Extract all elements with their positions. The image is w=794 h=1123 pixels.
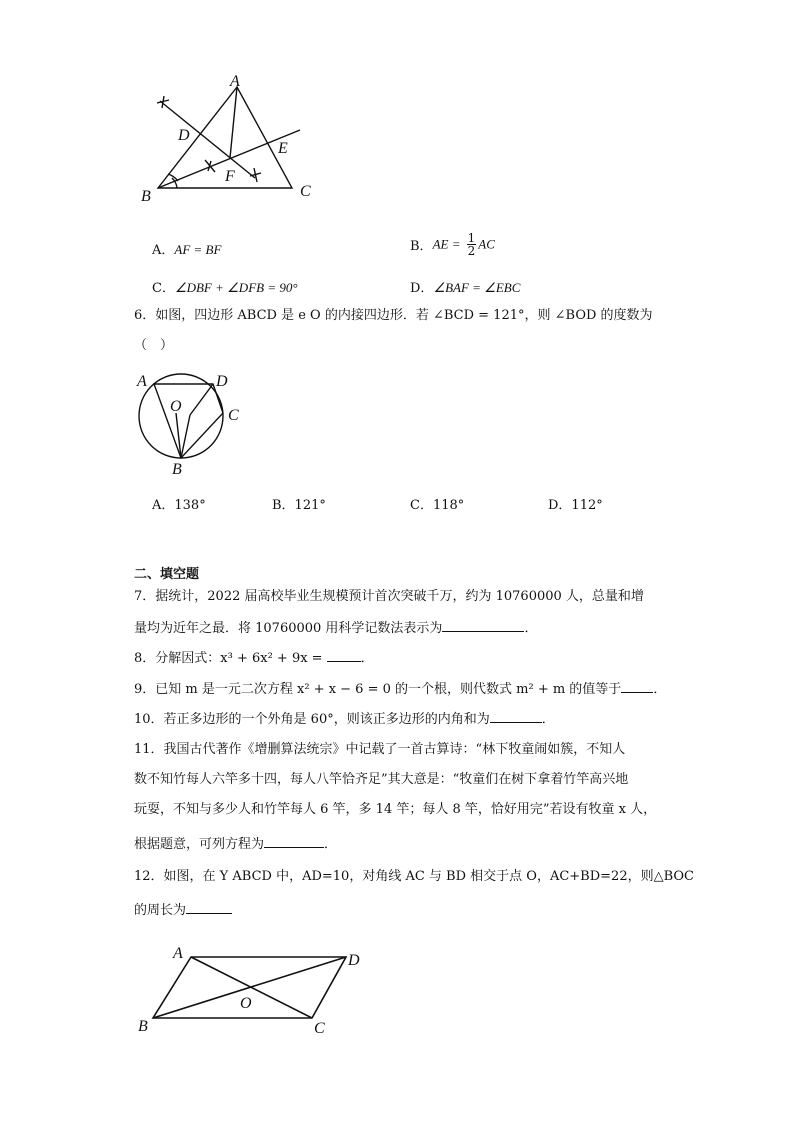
q6-option-d: D．112°: [548, 498, 603, 513]
label-b: B: [141, 188, 151, 205]
q9-line: 9．已知 m 是一元二次方程 x² + x − 6 = 0 的一个根，则代数式 m² + m 的值等于 ．: [134, 678, 666, 700]
q6-option-b: B．121°: [272, 498, 326, 513]
q5-option-b: B．AE = $\frac{1}{2}$ AC: [410, 231, 495, 258]
q6-label-b: B: [172, 461, 182, 478]
q11-line3: 玩耍，不知与多少人和竹竿每人 6 竿，多 14 竿；每人 8 竿，恰好用完”若设有牧童 x 人，: [134, 802, 657, 817]
q12-line1: 12．如图，在 Y ABCD 中，AD=10，对角线 AC 与 BD 相交于点 O，AC+BD=22，则△BOC: [134, 869, 694, 884]
label-c: C: [300, 183, 311, 200]
q6-label-a: A: [137, 373, 147, 390]
q12-label-b: B: [138, 1018, 148, 1035]
q8-line: 8．分解因式：x³ + 6x² + 9x = ．: [134, 647, 374, 669]
q6-stem-line2: （ ）: [134, 338, 174, 353]
q11-line2: 数不知竹每人六竿多十四，每人八竿恰齐足”其大意是：“牧童们在树下拿着竹竿高兴地: [134, 772, 629, 787]
q12-label-o: O: [240, 995, 252, 1012]
q6-label-o: O: [170, 398, 182, 415]
label-e: E: [278, 140, 288, 157]
q12-label-a: A: [173, 945, 183, 962]
q6-option-c: C．118°: [410, 498, 465, 513]
q12-label-c: C: [314, 1020, 325, 1037]
q7-line1: 7．据统计，2022 届高校毕业生规模预计首次突破千万，约为 10760000 人，总量和增: [134, 589, 644, 604]
q10-line: 10．若正多边形的一个外角是 60°，则该正多边形的内角和为 ．: [134, 708, 555, 730]
label-a: A: [230, 73, 240, 90]
q12-label-d: D: [348, 952, 360, 969]
q6-label-c: C: [228, 407, 239, 424]
label-d: D: [178, 127, 190, 144]
label-f: F: [225, 168, 235, 185]
q11-line4: 根据题意，可列方程为 ．: [134, 833, 337, 855]
q11-line1: 11．我国古代著作《增删算法统宗》中记载了一首古算诗：“林下牧童闹如簇，不知人: [134, 742, 626, 757]
q5-option-a-text: AF = BF: [174, 242, 222, 257]
q12-line2: 的周长为: [134, 899, 232, 921]
q6-option-a: A．138°: [152, 498, 206, 513]
q5-option-a: A．AF = BF: [152, 242, 222, 258]
q5-option-c: C．∠DBF + ∠DFB = 90°: [152, 280, 298, 296]
q7-line2: 量均为近年之最．将 10760000 用科学记数法表示为 ．: [134, 617, 537, 639]
q6-stem-line1: 6．如图，四边形 ABCD 是 e O 的内接四边形．若 ∠BCD = 121°，则 ∠BOD 的度数为: [134, 308, 653, 323]
q6-label-d: D: [216, 373, 228, 390]
q5-option-d: D．∠BAF = ∠EBC: [410, 280, 521, 296]
section-title: 二、填空题: [134, 567, 200, 582]
fraction-one-half: $\frac{1}{2}$: [467, 231, 476, 258]
